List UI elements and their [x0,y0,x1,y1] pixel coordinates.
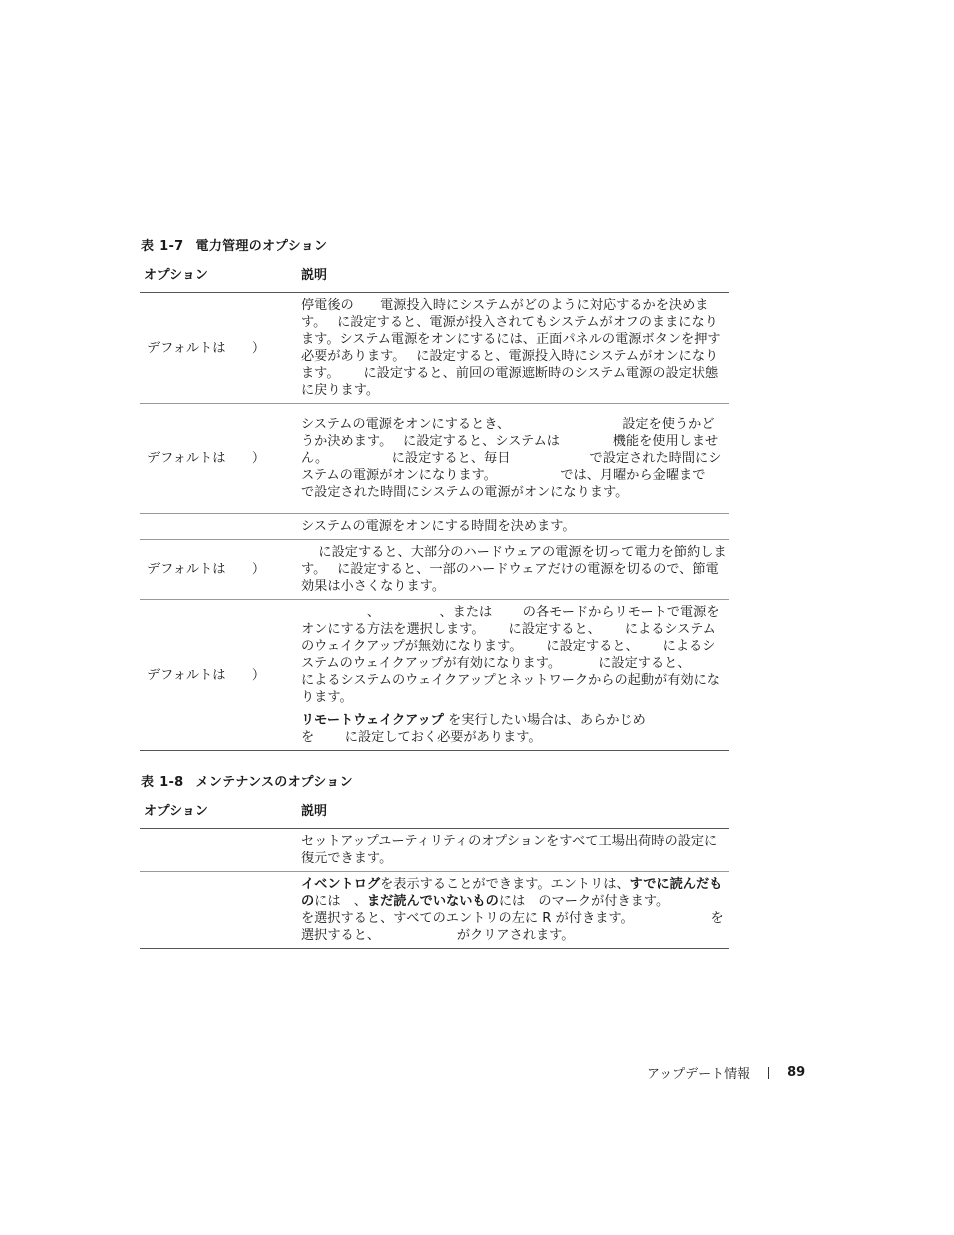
description-cell [298,293,729,404]
desc-segment: を表示することができます。エントリは、 [380,877,630,892]
page-footer [647,1063,805,1082]
event-log-description [301,876,799,944]
table-row [140,872,729,949]
note-bold-term: リモートウェイクアップ [301,713,444,728]
table-row [140,404,729,514]
table2-header-option: オプション [140,796,298,829]
footer-section-title: アップデート情報 [647,1067,751,1082]
option-cell: デフォルトは ） [140,293,298,404]
table-row [140,829,729,872]
desc-segment: には のマークが付きます。 を選択すると、すべてのエントリの左に R が付きます。 を選択すると、 がクリアされます。 [301,894,799,943]
description-cell [298,404,842,514]
power-management-table [140,260,842,751]
table2-caption-label: 表 1-8 [141,775,184,790]
description-text: システムの電源をオンにする時間を決めます。 [301,519,576,534]
table1-caption-label: 表 1-7 [141,239,184,254]
table1-header-option: オプション [140,260,298,293]
table-row [140,514,729,540]
option-cell [140,514,298,540]
option-cell [140,872,298,949]
table-row [140,293,729,404]
table-row [140,600,729,751]
table-row [140,540,729,600]
description-cell [298,514,729,540]
description-text: セットアップユーティリティのオプションをすべて工場出荷時の設定に復元できます。 [301,834,718,866]
table1-header-row [140,260,729,293]
option-cell: デフォルトは ） [140,600,298,751]
event-log-term: イベントログ [301,877,381,892]
table1-caption [141,235,327,254]
description-cell [298,872,799,949]
description-text: 停電後の 電源投入時にシステムがどのように対応するかを決めます。 に設定すると、電源が投入されてもシステムがオフのままになります。システム電源をオンにするには、正面パネルの電源ボタンを押す必要があります。 に設定すると、電源投入時にシステムがオンになります。 に設定すると、前回の電源遮断時のシステム電源の設定状態に戻ります。 [301,298,721,398]
table2-caption-title: メンテナンスのオプション [195,775,353,790]
description-cell [298,600,831,751]
maintenance-table [140,796,799,949]
option-cell [140,829,298,872]
option-cell: デフォルトは ） [140,540,298,600]
description-cell [298,540,729,600]
remote-wakeup-note [301,712,831,746]
description-text: に設定すると、大部分のハードウェアの電源を切って電力を節約します。 に設定すると、一部のハードウェアだけの電源を切るので、節電効果は小さくなります。 [301,545,727,594]
desc-segment: には 、 [314,894,367,909]
note-text: を実行したい場合は、あらかじめ を に設定しておく必要があります。 [301,713,831,745]
table2-caption [141,771,353,790]
table1-caption-title: 電力管理のオプション [195,239,328,254]
description-text: 、 、または の各モードからリモートで電源をオンにする方法を選択します。 に設定すると、 によるシステムのウェイクアップが無効になります。 に設定すると、 によるシステムのウェイクアップが有効になります。 に設定すると、 によるシステムのウェイクアップとネットワークからの起動が有効になります。 [301,605,720,705]
option-cell: デフォルトは ） [140,404,298,514]
page-number: 89 [787,1065,806,1080]
table2-header-row [140,796,729,829]
description-cell [298,829,729,872]
unread-entries-term: まだ読んでいないもの [366,894,499,909]
description-text: システムの電源をオンにするとき、 設定を使うかどうか決めます。 に設定すると、システムは 機能を使用しません。 に設定すると、毎日 で設定された時間にシステムの電源がオンになります。 では、月曜から金曜まで で設定された時間にシステムの電源がオンになります。 [301,417,842,500]
footer-separator [768,1067,769,1079]
table2-header-desc: 説明 [298,796,729,829]
read-entries-term: すでに読んだもの [301,877,723,909]
table1-header-desc: 説明 [298,260,729,293]
